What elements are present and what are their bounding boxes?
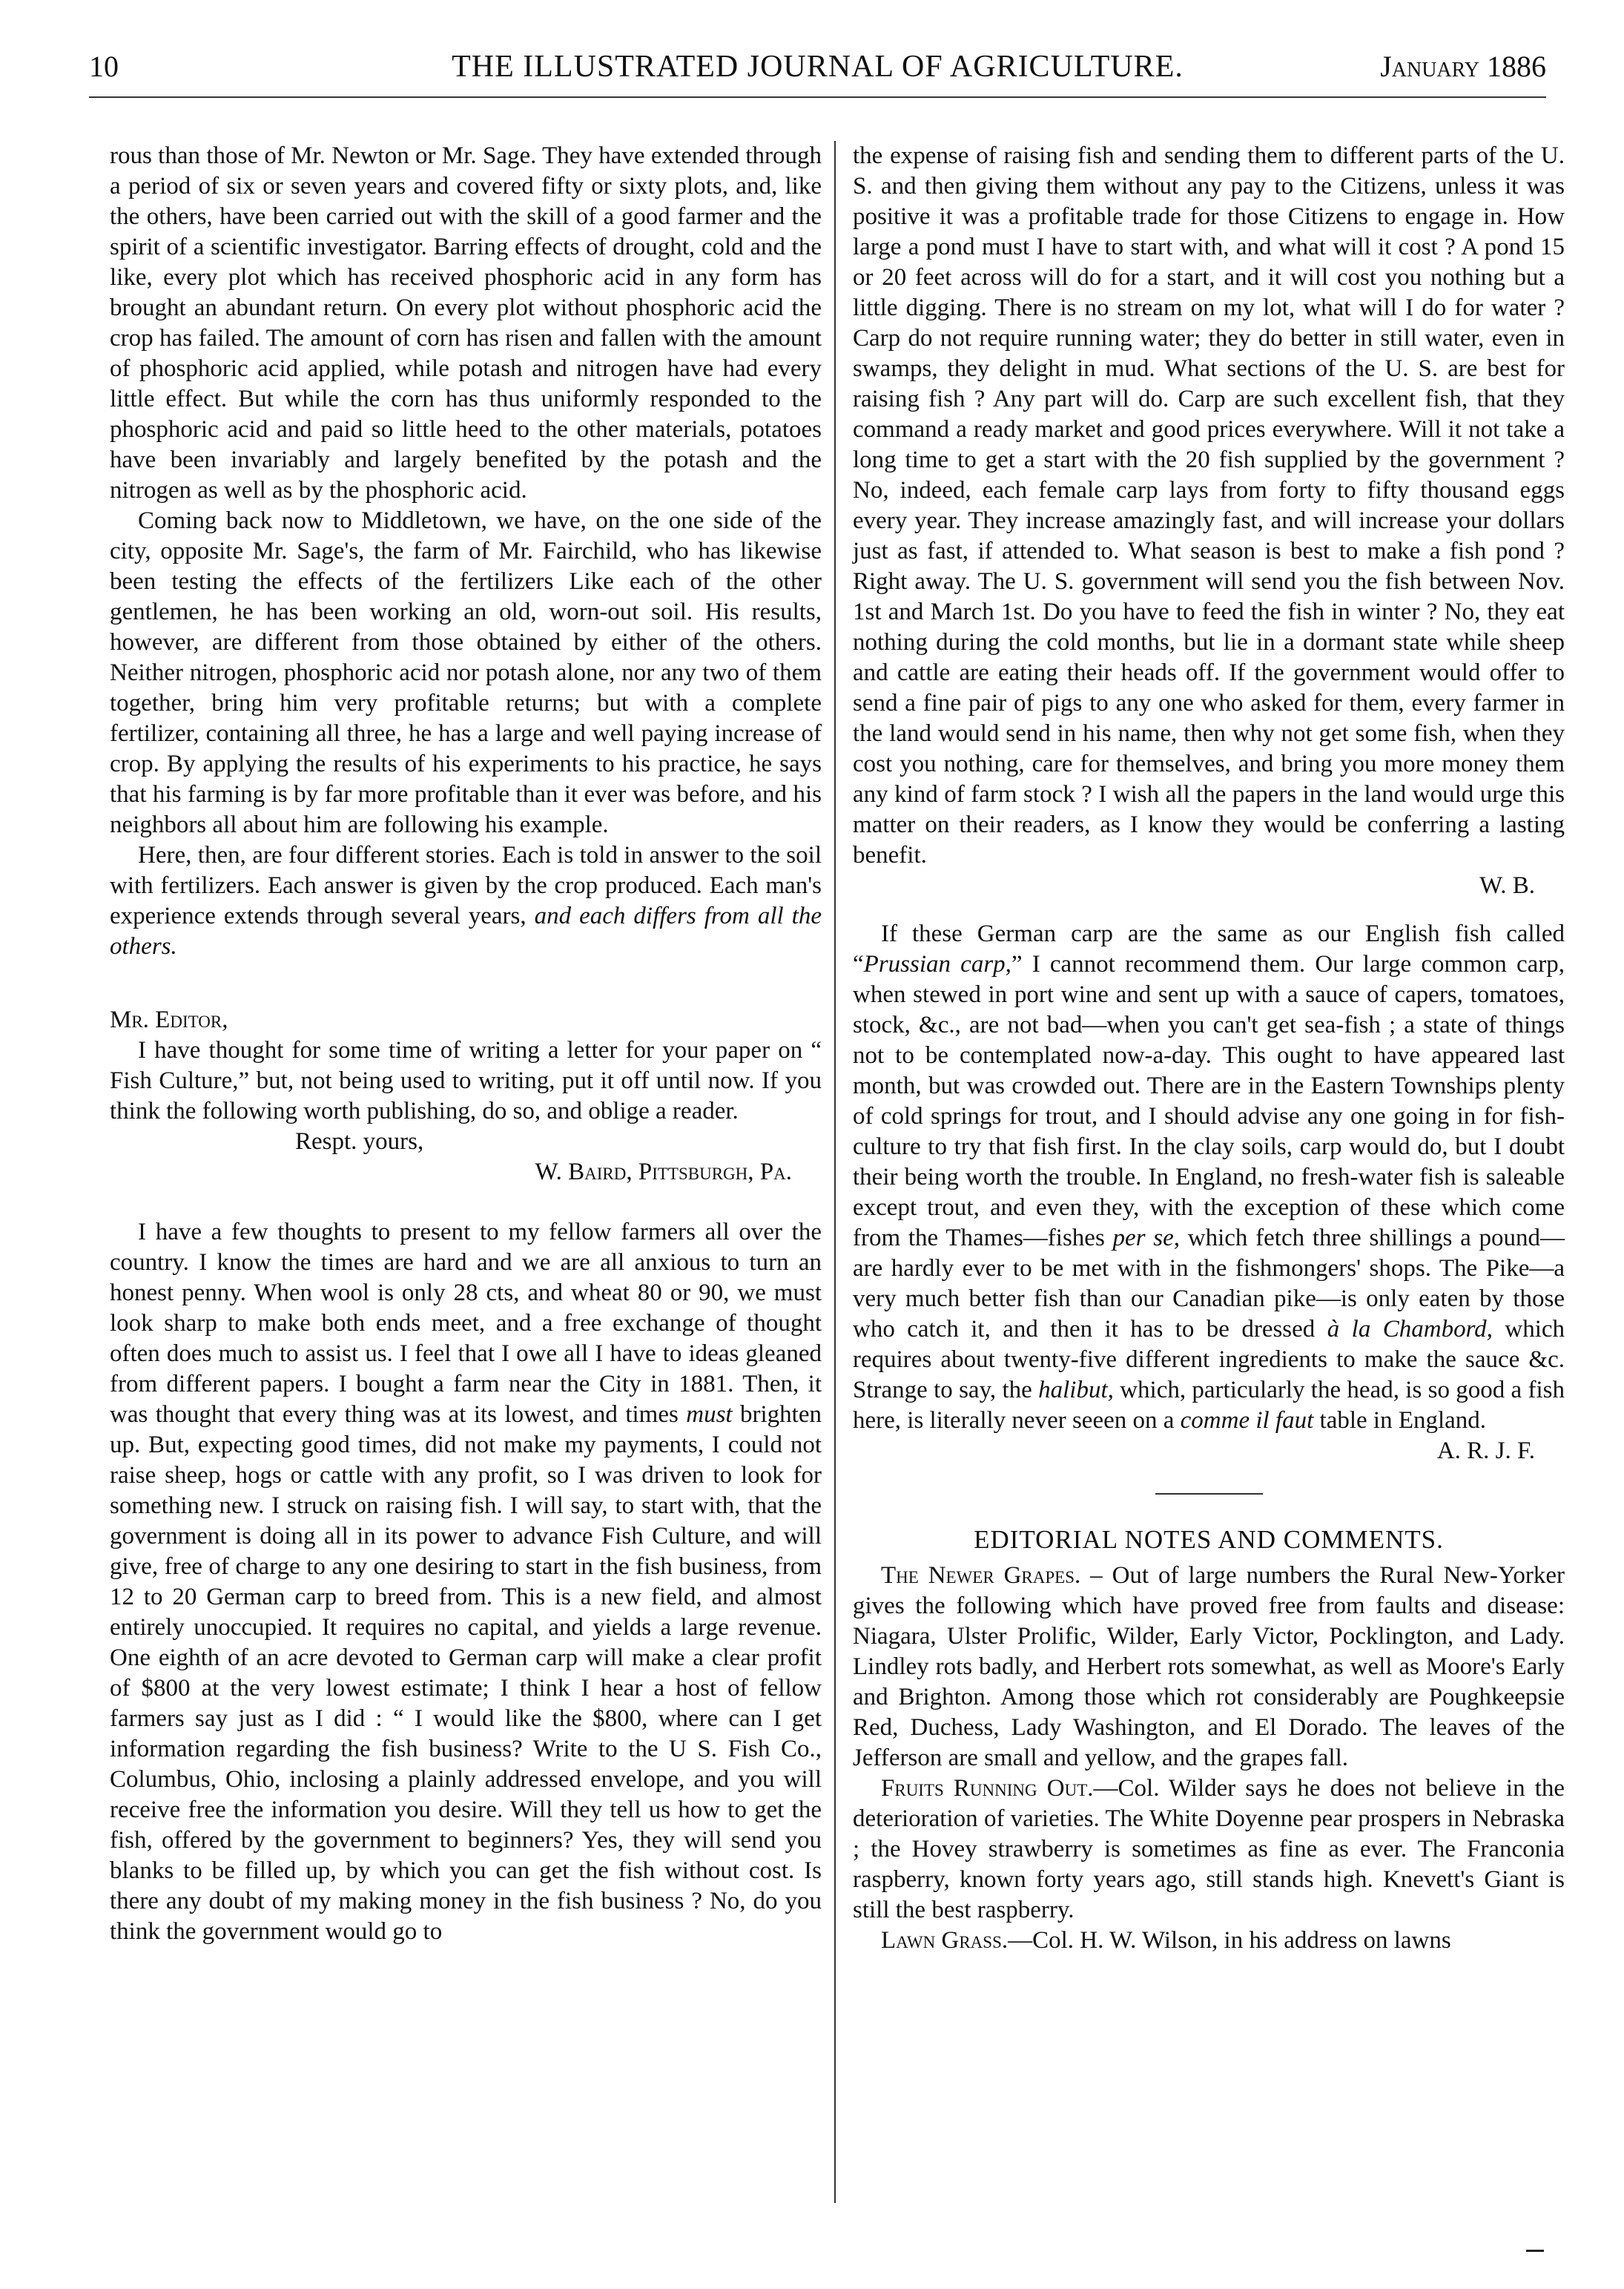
fish-culture-text-a: I have a few thoughts to present to my fellow farmers all over the country. I know the times are hard and we are all anxious to turn an honest penny. When wool is only 28 cts, and wheat 80 or 90, we must look sharp to make both ends meet, and a free exchange of thought often does much to assist us. I feel that I owe all I have to ideas gleaned from different papers. I bought a farm near the City in 1881. Then, it was thought that every thing was at its lowest, and times [110, 1219, 822, 1428]
carp-italic-2: per se, [1112, 1225, 1181, 1251]
carp-italic-3: à la Chambord, [1327, 1316, 1493, 1343]
letter-signature [110, 1157, 822, 1188]
right-column [853, 141, 1565, 1956]
letter-signature-text: W. Baird, Pittsburgh, Pa. [535, 1159, 792, 1185]
page-header [89, 49, 1546, 93]
fruits-text: —Col. Wilder says he does not believe in the deterioration of varieties. The White Doyenne pear prospers in Nebraska ; the Hovey strawberry is sometimes as fine as ever. The Franconia raspberry, known forty years ago, still stands high. Knevett's Giant is still the best raspberry. [853, 1775, 1565, 1923]
paragraph-middletown: Coming back now to Middletown, we have, on the one side of the city, opposite Mr. Sage's, the farm of Mr. Fairchild, who has likewise been testing the effects of the fertilizers Like each of the other gentlemen, he has been working an old, worn-out soil. His results, however, are different from those obtained by either of the others. Neither nitrogen, phosphoric acid nor potash alone, nor any two of them together, bring him very profitable returns; but with a complete fertilizer, containing all three, he has a large and well paying increase of crop. By applying the results of his experiments to his practice, he says that his farming is by far more profitable than it ever was before, and his neighbors all about him are following his example. [110, 507, 822, 838]
journal-title: THE ILLUSTRATED JOURNAL OF AGRICULTURE. [452, 50, 1184, 84]
carp-italic-4: halibut, [1038, 1377, 1114, 1403]
letter-salutation: Mr. Editor, [110, 1007, 228, 1033]
paragraph-fish-qa: the expense of raising fish and sending them to different parts of the U. S. and then giving them without any pay to the Citizens, unless it was positive it was a profitable trade for those Citizens to engage in. How large a pond must I have to start with, and what will it cost ? A pond 15 or 20 feet across will do for a start, and it will cost you nothing but a little digging. There is no stream on my lot, what will I do for water ? Carp do not require running water; they do better in still water, even in swamps, they delight in mud. What sections of the U. S. are best for raising fish ? Any part will do. Carp are such excellent fish, that they command a ready market and good prices everywhere. Will it not take a long time to get a start with the 20 fish supplied by the government ? No, indeed, each female carp lays from forty to fifty thousand eggs every year. They increase amazingly fast, and will increase your dollars just as fast, if attended to. What season is best to make a fish pond ? Right away. The U. S. government will send you the fish between Nov. 1st and March 1st. Do you have to feed the fish in winter ? No, they eat nothing during the cold months, but lie in a dormant state while sheep and cattle are eating their heads off. If the government would offer to send a fine pair of pigs to any one who asked for them, every farmer in the land would send in his name, then why not get some fish, when they cost you nothing, care for themselves, and bring you more money them any kind of farm stock ? I wish all the papers in the land would urge this matter on their readers, as I know they would be conferring a lasting benefit. [853, 142, 1565, 869]
paragraph-lawn-grass [853, 1926, 1565, 1956]
carp-italic-5: comme il faut [1180, 1407, 1314, 1434]
four-stories-text: Here, then, are four different stories. Each is told in answer to the soil with fertilizers. Each answer is given by the crop produced. Each man's experience extends through several years, [110, 842, 822, 929]
fruits-title: Fruits Running Out. [881, 1775, 1094, 1802]
section-separator [1155, 1493, 1263, 1495]
paragraph-german-carp [853, 919, 1565, 1436]
carp-text-e: which, particularly the head, is so good a fish here, is literally never seeen on a [853, 1377, 1565, 1434]
grapes-title: The Newer Grapes. [881, 1562, 1081, 1589]
carp-text-b: ” I cannot recommend them. Our large common carp, when stewed in port wine and sent up with a sauce of capers, tomatoes, stock, &c., are not bad—when you can't get sea-fish ; a state of things not to be contemplated now-a-day. This ought to have appeared last month, but was crowded out. There are in the Eastern Townships plenty of cold springs for trout, and I should advise any one going in for fish-culture to try that fish first. In the clay soils, carp would do, but I doubt their being worth the trouble. In England, no fresh-water fish is saleable except trout, and even they, with the exception of these which come from the Thames—fishes [853, 951, 1565, 1251]
column-divider [834, 141, 836, 2203]
paragraph-newer-grapes [853, 1561, 1565, 1773]
carp-text-c: which fetch three shillings a pound—are hardly ever to be met with in the fishmongers' shops. The Pike—a very much better fish than our Canadian pike—is only eaten by those who catch it, and then it has to be dressed [853, 1225, 1565, 1343]
page-number: 10 [89, 50, 119, 83]
issue-date: January 1886 [1380, 50, 1546, 83]
paragraph-fruits-running-out [853, 1773, 1565, 1926]
paragraph-fish-culture [110, 1217, 822, 1947]
grapes-text: – Out of large numbers the Rural New-Yorker gives the following which have proved free from faults and disease: Niagara, Ulster Prolific, Wilder, Early Victor, Pocklington, and Lady. Lindley rots badly, and Herbert rots somewhat, as well as Moore's Early and Brighton. Among those which rot considerably are Poughkeepsie Red, Duchess, Lady Washington, and El Dorado. The leaves of the Jefferson are small and yellow, and the grapes fall. [853, 1562, 1565, 1771]
letter-body: I have thought for some time of writing a letter for your paper on “ Fish Culture,” but, not being used to writing, put it off until now. If you think the following worth publishing, do so, and oblige a reader. [110, 1037, 822, 1124]
signature-wb: W. B. [1479, 872, 1535, 899]
four-stories-italic: and each differs from all the others. [110, 903, 822, 960]
paragraph-four-stories [110, 840, 822, 962]
lawn-text: —Col. H. W. Wilson, in his address on lawns [1008, 1927, 1451, 1954]
header-rule [89, 96, 1546, 98]
fish-culture-italic: must [686, 1401, 733, 1428]
carp-text-a: If these German carp are the same as our English fish called “ [853, 920, 1565, 978]
editorial-heading: EDITORIAL NOTES AND COMMENTS. [974, 1525, 1444, 1554]
signature-arjf: A. R. J. F. [1436, 1437, 1535, 1464]
carp-text-f: table in England. [1319, 1407, 1487, 1434]
paragraph-phosphoric: rous than those of Mr. Newton or Mr. Sage. They have extended through a period of six or seven years and covered fifty or sixty plots, and, like the others, have been carried out with the skill of a good farmer and the spirit of a scientific investigator. Barring effects of drought, cold and the like, every plot which has received phosphoric acid in any form has brought an abundant return. On every plot without phosphoric acid the crop has failed. The amount of corn has risen and fallen with the amount of phosphoric acid applied, while potash and nitrogen have had every little effect. But while the corn has thus uniformly responded to the phosphoric acid and paid so little heed to the other materials, potatoes have been invariably and largely benefited by the potash and the nitrogen as well as by the phosphoric acid. [110, 142, 822, 504]
carp-italic-1: Prussian carp, [863, 951, 1011, 978]
fish-culture-text-b: brighten up. But, expecting good times, did not make my payments, I could not raise sheep, hogs or cattle with any profit, so I was driven to look for something new. I struck on raising fish. I will say, to start with, that the government is doing all in its power to advance Fish Culture, and will give, free of charge to any one desiring to start in the fish business, from 12 to 20 German carp to breed from. This is a new field, and almost entirely unoccupied. It requires no capital, and yields a large revenue. One eighth of an acre devoted to German carp will make a clear profit of $800 at the very lowest estimate; I think I hear a host of fellow farmers say just as I did : “ I would like the $800, where can I get information regarding the fish business? Write to the U S. Fish Co., Columbus, Ohio, inclosing a plainly addressed envelope, and you will receive free the information you desire. Will they tell us how to get the fish, offered by the government to beginners? Yes, they will send you blanks to be filled up, by which you can get the fish without cost. Is there any doubt of my making money in the fish business ? No, do you think the government would go to [110, 1401, 822, 1945]
carp-text-d: which requires about twenty-five different ingredients to make the sauce &c. Strange to say, the [853, 1316, 1565, 1403]
letter-closing: Respt. yours, [295, 1128, 424, 1155]
lawn-title: Lawn Grass. [881, 1927, 1009, 1954]
page-end-mark [1526, 2250, 1544, 2252]
left-column [110, 141, 822, 1947]
